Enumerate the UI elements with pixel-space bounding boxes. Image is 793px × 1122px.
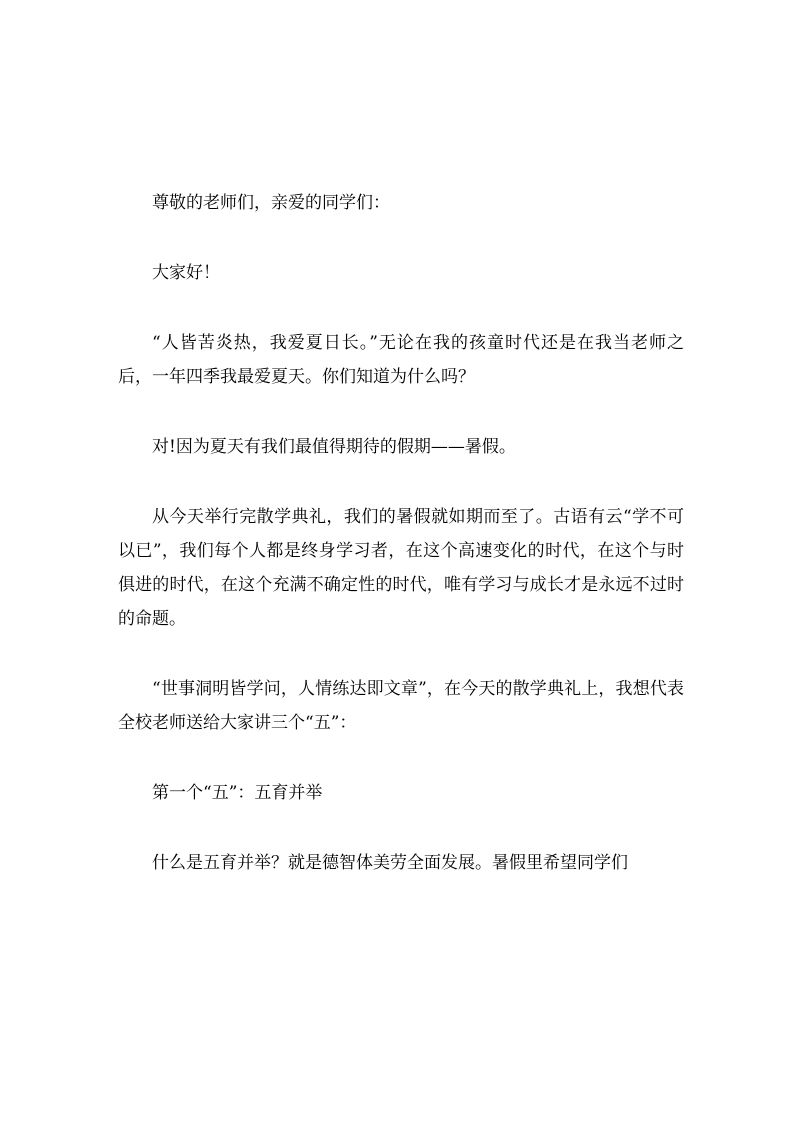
paragraph-summer-vacation: 对!因为夏天有我们最值得期待的假期——暑假。 — [152, 437, 516, 457]
section-heading-first-five: 第一个“五”：五育并举 — [152, 783, 323, 803]
paragraph-three-fives: “世事洞明皆学问，人情练达即文章”，在今天的散学典礼上，我想代表全校老师送给大家讲三个“五”： — [118, 679, 684, 733]
paragraph-lifelong-learning: 从今天举行完散学典礼，我们的暑假就如期而至了。古语有云“学不可以已”，我们每个人都是终身学习者，在这个高速变化的时代，在这个与时俱进的时代，在这个充满不确定性的时代，唯有学习与成长才是永远不过时的命题。 — [118, 507, 684, 629]
salutation: 尊敬的老师们，亲爱的同学们： — [152, 193, 390, 213]
document-body — [118, 186, 684, 916]
paragraph-summer-quote: “人皆苦炎热，我爱夏日长。”无论在我的孩童时代还是在我当老师之后，一年四季我最爱夏天。你们知道为什么吗？ — [118, 333, 684, 387]
paragraph-five-education: 什么是五育并举？就是德智体美劳全面发展。暑假里希望同学们 — [152, 853, 628, 873]
greeting: 大家好！ — [152, 263, 220, 283]
